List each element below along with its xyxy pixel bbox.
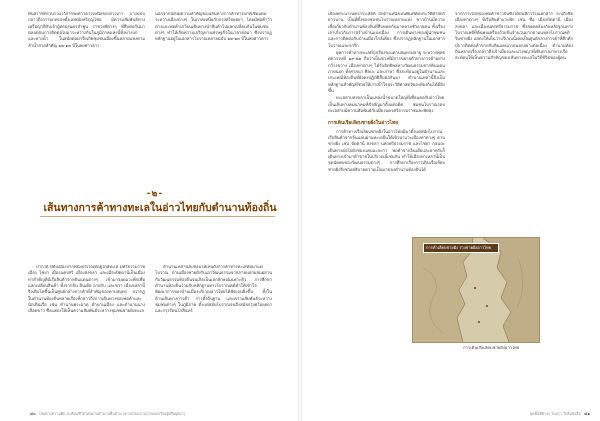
left-col1-bottom (28, 265, 145, 405)
right-col1 (328, 12, 445, 407)
page-number: ๔๐ (30, 411, 36, 416)
chapter-number: -๒- (146, 189, 164, 199)
paragraph: เมืองพระนางนครกระเสียดิ์ อีกด้านหนึ่งเป็นพื้นที่ที่มีประวัติศาสตร์ยาวนาน เป็นที่ตั้งของชุมชนโบราณหลายแห่ง ชาวบ้านมีความเชื่อเกี่ยวกับตำนานท้องถิ่นที่สืบทอดกันมาหลายชั่วอายุคน ทั้งเรื่องเล่าเกี่ยวกับการสร้างบ้านแปงเมือง การเดินทางของผู้นำชุมชน และการติดต่อกับบ้านเมืองใกล้เคียง ซึ่งปรากฏหลักฐานในเอกสารโบราณและจารึก (328, 12, 445, 49)
running-title: เส้นทางความคิด สะท้อนชีวิตไทยผ่านตำนานพื้นบ้าน (ทางสายกลางจากนครเวียงสู่ศรีอยุธยา) (39, 412, 186, 416)
paragraph: นอกจากนี้ยังมีความสำคัญของเส้นทางการค้าทางบกที่เชื่อมต่อระหว่างเมืองต่างๆ ในภาคเหนือกับกรุงศรีอยุธยา โดยมีพ่อค้าวัวต่างและพ่อค้าเกวียนเดินทางนำสินค้าไปแลกเปลี่ยนกันในชุมชนต่างๆ ทำให้เกิดความเจริญทางเศรษฐกิจในเวลาต่อมา ซึ่งปรากฏหลักฐานอยู่ในเอกสารโบราณหลายฉบับ ๑๒-๑๓ ปีในพงศาวดาร (155, 12, 272, 43)
right-footer (530, 410, 590, 417)
map-caption: การค้าเลียบชายฝั่ง ร่วงชายฝั่งอ่าวไทย (423, 243, 499, 253)
chapter-title: เส้นทางการค้าทางทะเลในอ่าวไทยกับตำนานท้องถิ่น (43, 202, 277, 214)
section-heading: การเดินเรือเลียบชายฝั่งในอ่าวไทย (328, 120, 398, 126)
right-col2-top (455, 12, 573, 230)
page-number: ๔๑ (584, 411, 590, 416)
historical-map-image (412, 237, 540, 343)
left-col1-top (28, 12, 145, 104)
map-drawing (413, 238, 539, 342)
paragraph: จากการเรียกของพ่อค้าชาวจีนซึ่งได้บันทึกไว้ในเอกสาร ระบุถึงชื่อเมืองท่าต่างๆ ที่เรือสินค้าแวะพัก เช่น ชื่อ เมืองปัตตานี เมืองสงขลา และเมืองนครศรีธรรมราช ซึ่งสอดคล้องกับหลักฐานทางโบราณคดีที่ค้นพบเครื่องถ้วยจีนจำนวนมากตามแหล่งโบราณคดีริมชายฝั่ง แสดงให้เห็นว่าบริเวณนี้เคยเป็นศูนย์กลางการค้าที่คึกคัก มีการติดต่อค้าขายกับดินแดนภายนอกอย่างต่อเนื่อง ตำนานท้องถิ่นหลายเรื่องกล่าวถึงเจ้าเมืองและนางพญาที่เดินทางมาทางเรือ สะท้อนให้เห็นความสำคัญของเส้นทางทะเลในวิถีชีวิตของผู้คน (455, 12, 573, 62)
paragraph: ยุคการค้าทางทะเลที่รุ่งเรืองของคาบสมุทรมลายู ระหว่างพุทธศตวรรษที่ ๑๙-๒๑ ถือว่าเป็นช่วงที่มีการขยายตัวทางการค้าอย่างกว้างขวาง เมืองท่าต่างๆ ได้รับอิทธิพลทางวัฒนธรรมจากดินแดนภายนอก ทั้งศาสนา ศิลปะ และภาษา ซึ่งสะท้อนอยู่ในตำนานและประเพณีท้องถิ่นที่ยังคงปฏิบัติสืบต่อกันมา ตำนานเหล่านี้จึงเป็นหลักฐานสำคัญที่ช่วยให้เราเข้าใจประวัติศาสตร์ของท้องถิ่นได้ดียิ่งขึ้น (328, 51, 445, 95)
chapter-rule (40, 216, 275, 217)
paragraph: ตำนานเหล่านี้สะท้อนให้เห็นถึงการค้าทางทะเลที่มีมาแต่โบราณ บ้านเมืองชายฝั่งรับเอาวัฒนธรรมจากภายนอกผสมผสานกับวัฒนธรรมท้องถิ่นจนเกิดเป็นเอกลักษณ์เฉพาะตัว การศึกษาตำนานท้องถิ่นร่วมกับหลักฐานทางโบราณคดีทำให้เข้าใจพัฒนาการของบ้านเมืองบริเวณอ่าวไทยได้ชัดเจนยิ่งขึ้น ทั้งในด้านเส้นทางการค้า การตั้งถิ่นฐาน และความสัมพันธ์ระหว่างชุมชนต่างๆ ในภูมิภาค ตั้งแต่สมัยโบราณจนถึงสมัยกรุงศรีอยุธยาและกรุงรัตนโกสินทร์ (155, 265, 272, 315)
right-col2-bottom (455, 346, 573, 406)
paragraph: ทะเลสาบสงขลาเป็นแหล่งน้ำขนาดใหญ่ที่เชื่อมต่อกับอ่าวไทย เป็นเส้นทางคมนาคมที่สำคัญมาตั้งแต่อดีต ชุมชนโบราณรอบทะเลสาบมีความสัมพันธ์กับเมืองนครศรีธรรมราชและพัทลุง (328, 96, 445, 115)
paragraph: ทินสราชที่รวบรวมไว้จากพงศาวดารเหนือของกรุงเก่า บางฉบับกล่าวถึงการปกครองตั้งแต่สมัยหริภุญไชย มีความสัมพันธ์ทางเครือญาติกับเจ้าผู้ครองนครลำพูน ราชวงศ์ต่างๆ ที่สืบต่อกันมาตลอดจนการติดต่อไปมาระหว่างกันในภูมิภาคแห่งนี้ทั้งทางบกและทางน้ำ ในสมัยต่อมาจึงเกิดชุมชนเมืองขึ้นหลายแห่งตามลำน้ำสายสำคัญ ๑๒-๑๓ ปีในพงศาวดาร (28, 12, 145, 49)
paragraph: การค้าทางเรือเลียบชายฝั่งในอ่าวไทยมีมาตั้งแต่สมัยโบราณ เรือสินค้าจากจีนแล่นผ่านทะเลจีนใต้เข้ามาแวะเมืองท่าต่างๆ ตามชายฝั่ง เช่น ปัตตานี สงขลา นครศรีธรรมราช และไชยา ก่อนจะเดินทางต่อไปยังช่องแคบมะละกา พ่อค้าจากอินเดียและอาหรับก็เดินทางเข้ามาค้าขายในบริเวณนี้เช่นกัน ทำให้เมืองท่าเหล่านี้เป็นจุดนัดพบของวัฒนธรรมต่างๆ การศึกษาเรื่องการเดินเรือเลียบชายฝั่งจึงช่วยอธิบายความเป็นมาของตำนานท้องถิ่นได้ (328, 129, 445, 173)
right-page (300, 0, 600, 421)
left-col2-bottom (155, 265, 272, 405)
paragraph: ปากใต้ ที่ตั้งเมืองปากพนังบริเวณที่อยู่ใกล้ทะเล มีศรีธรรมราช เมือง ไชยา เมืองนครศรี เมืองสงขลา และเมืองปัตตานีเป็นเมืองท่าสำคัญที่มีเรือสินค้าจากดินแดนต่างๆ เข้ามาจอดแวะพักเพื่อแลกเปลี่ยนสินค้า ทั้งจากจีน อินเดีย อาหรับ และชวา เมืองเหล่านี้จึงเติบโตขึ้นเป็นศูนย์กลางการค้าที่สำคัญของคาบสมุทร ปรากฏในตำนานท้องถิ่นหลายเรื่องที่กล่าวถึงการเดินทางของพ่อค้าและนักเดินเรือ เช่น ตำนานพระธาตุ ตำนานเมือง และตำนานนางเลือดขาว ซึ่งแสดงให้เห็นความสัมพันธ์ระหว่างชุมชนชายฝั่งทะเล (28, 265, 145, 315)
left-col2-top (155, 12, 272, 104)
left-footer (30, 410, 185, 417)
running-title: ยุคพื้นที่ต่างๆ ในอ่าว ใกล้หนังสือ (529, 412, 581, 416)
paragraph: การเดินเรือเลียบชายฝั่งอ่าวไทย (463, 346, 520, 351)
